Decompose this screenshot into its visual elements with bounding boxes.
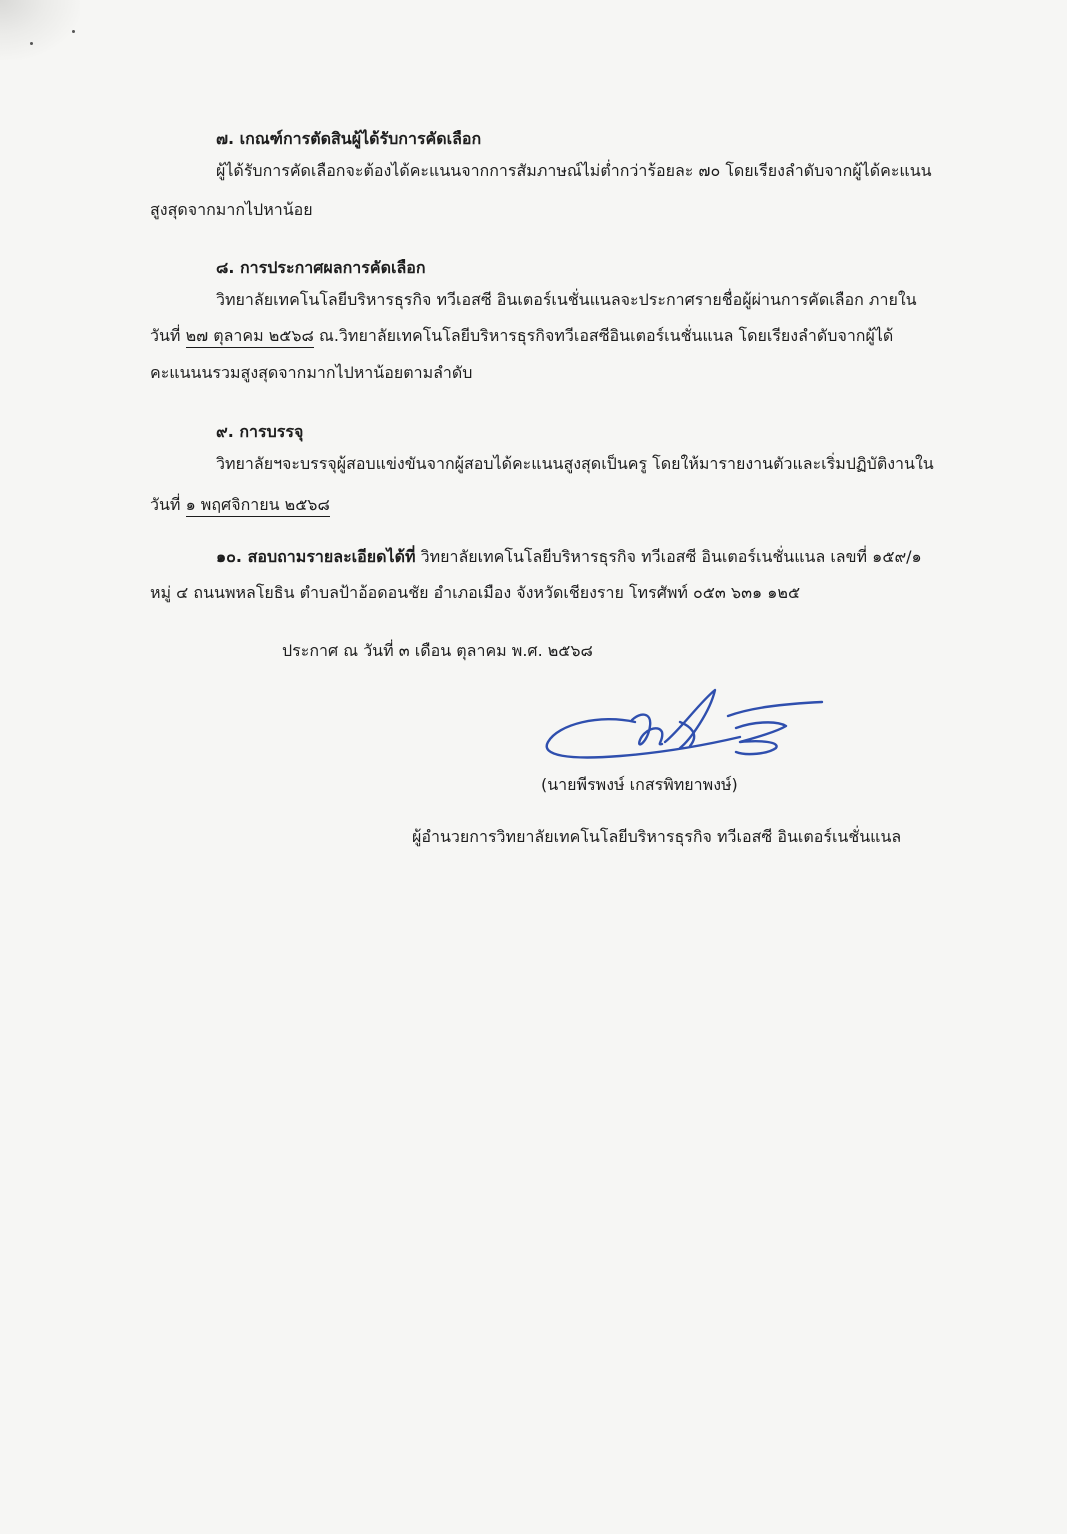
- section-10-address-start: วิทยาลัยเทคโนโลยีบริหารธุรกิจ ทวีเอสซี อินเตอร์เนชั่นแนล เลขที่ ๑๕๙/๑: [415, 547, 922, 566]
- director-signature: [540, 682, 830, 772]
- section-8-text-line-1: วิทยาลัยเทคโนโลยีบริหารธุรกิจ ทวีเอสซี อินเตอร์เนชั่นแนลจะประกาศรายชื่อผู้ผ่านการคัดเลือก ภายใน: [216, 290, 917, 309]
- section-9-heading: ๙. การบรรจุ: [216, 422, 304, 441]
- section-8-text-line-2: [150, 325, 893, 347]
- announcement-date: ประกาศ ณ วันที่ ๓ เดือน ตุลาคม พ.ศ. ๒๕๖๘: [282, 641, 593, 660]
- section-8-date-suffix: ณ.วิทยาลัยเทคโนโลยีบริหารธุรกิจทวีเอสซีอินเตอร์เนชั่นแนล โดยเรียงลำดับจากผู้ได้: [313, 326, 894, 345]
- section-8-heading: ๘. การประกาศผลการคัดเลือก: [216, 258, 426, 277]
- section-9-start-date: ๑ พฤศจิกายน ๒๕๖๘: [186, 495, 330, 517]
- section-7-text-line-1: ผู้ได้รับการคัดเลือกจะต้องได้คะแนนจากการสัมภาษณ์ไม่ต่ำกว่าร้อยละ ๗๐ โดยเรียงลำดับจากผู้ได้คะแนน: [216, 161, 932, 180]
- section-10-text-line-1: [216, 546, 922, 568]
- section-8-text-line-3: คะแนนนรวมสูงสุดจากมากไปหาน้อยตามลำดับ: [150, 363, 473, 382]
- scan-corner-shadow: [0, 0, 80, 60]
- signatory-position: ผู้อำนวยการวิทยาลัยเทคโนโลยีบริหารธุรกิจ ทวีเอสซี อินเตอร์เนชั่นแนล: [412, 827, 902, 846]
- section-7-heading: ๗. เกณฑ์การตัดสินผู้ได้รับการคัดเลือก: [216, 129, 482, 148]
- section-9-text-line-2: [150, 494, 330, 516]
- section-10-text-line-2: หมู่ ๔ ถนนพหลโยธิน ตำบลป้าอ้อดอนชัย อำเภอเมือง จังหวัดเชียงราย โทรศัพท์ ๐๕๓ ๖๓๑ ๑๒๕: [150, 583, 801, 602]
- section-10-lead: ๑๐. สอบถามรายละเอียดได้ที่: [216, 547, 416, 566]
- scan-speck: [72, 30, 75, 33]
- signatory-name: (นายพีรพงษ์ เกสรพิทยาพงษ์): [541, 775, 738, 794]
- scan-speck: [30, 42, 33, 45]
- section-9-text-line-1: วิทยาลัยฯจะบรรจุผู้สอบแข่งขันจากผู้สอบได้คะแนนสูงสุดเป็นครู โดยให้มารายงานตัวและเริ่มปฏิบัติงานใน: [216, 454, 934, 473]
- section-7-text-line-2: สูงสุดจากมากไปหาน้อย: [150, 200, 313, 219]
- section-9-date-prefix: วันที่: [150, 495, 186, 514]
- section-8-announcement-date: ๒๗ ตุลาคม ๒๕๖๘: [186, 326, 314, 348]
- section-8-date-prefix: วันที่: [150, 326, 186, 345]
